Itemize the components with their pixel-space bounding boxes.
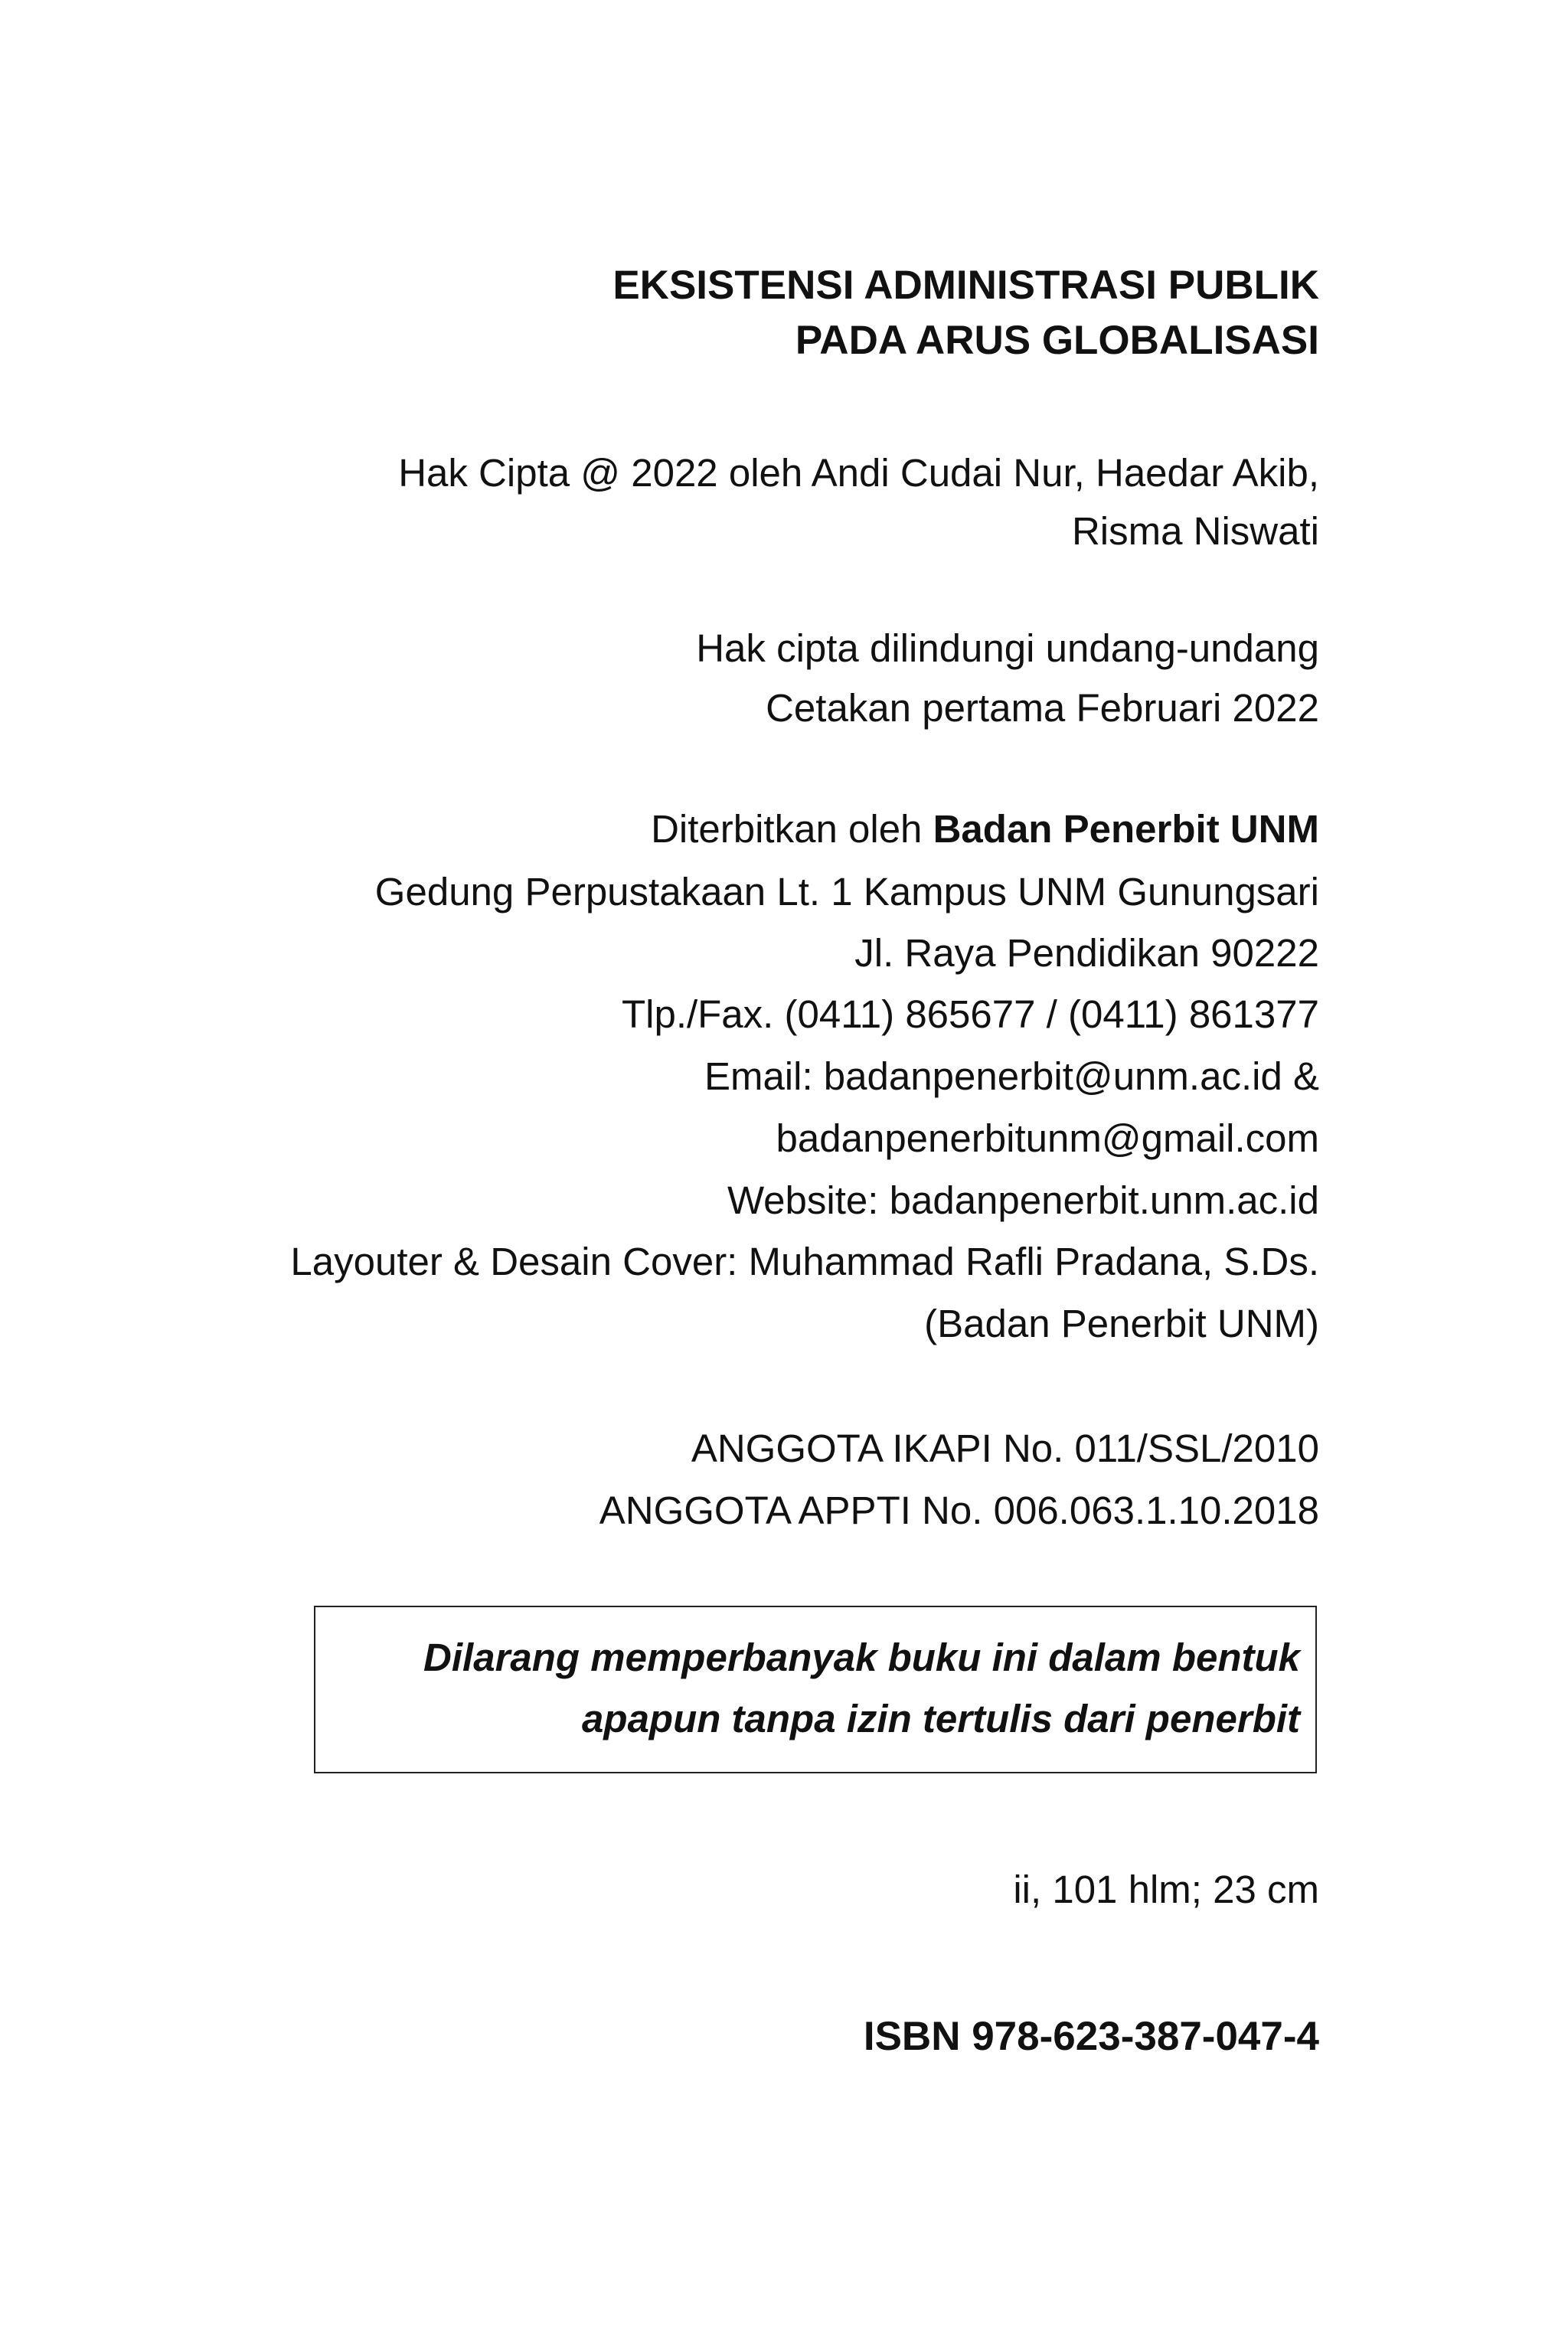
publisher-address-2: Jl. Raya Pendidikan 90222 (854, 931, 1319, 975)
rights-protected: Hak cipta dilindungi undang-undang (696, 626, 1319, 670)
edition-info: Cetakan pertama Februari 2022 (766, 686, 1319, 730)
book-title-line-2: PADA ARUS GLOBALISASI (795, 318, 1319, 363)
publisher-name: Badan Penerbit UNM (933, 807, 1319, 851)
copyright-line-2: Risma Niswati (1071, 509, 1319, 553)
notice-line-1: Dilarang memperbanyak buku ini dalam bentuk (423, 1636, 1300, 1679)
publisher-prefix: Diterbitkan oleh (651, 807, 933, 851)
layout-credit-1: Layouter & Desain Cover: Muhammad Rafli Pradana, S.Ds. (290, 1240, 1319, 1283)
publisher-phone: Tlp./Fax. (0411) 865677 / (0411) 861377 (621, 992, 1319, 1036)
publisher-address-1: Gedung Perpustakaan Lt. 1 Kampus UNM Gunungsari (374, 870, 1319, 913)
publisher-website: Website: badanpenerbit.unm.ac.id (727, 1178, 1319, 1222)
ikapi-membership: ANGGOTA IKAPI No. 011/SSL/2010 (691, 1427, 1319, 1470)
copyright-line-1: Hak Cipta @ 2022 oleh Andi Cudai Nur, Haedar Akib, (398, 451, 1319, 495)
layout-credit-2: (Badan Penerbit UNM) (924, 1302, 1319, 1345)
publisher-email-2: badanpenerbitunm@gmail.com (776, 1116, 1319, 1160)
book-title-line-1: EKSISTENSI ADMINISTRASI PUBLIK (612, 263, 1319, 308)
isbn: ISBN 978-623-387-047-4 (863, 2014, 1319, 2059)
notice-line-2: apapun tanpa izin tertulis dari penerbit (582, 1697, 1300, 1740)
publisher-email-1: Email: badanpenerbit@unm.ac.id & (704, 1054, 1319, 1098)
physical-description: ii, 101 hlm; 23 cm (1013, 1868, 1319, 1911)
appti-membership: ANGGOTA APPTI No. 006.063.1.10.2018 (599, 1489, 1319, 1532)
publisher-line (651, 802, 1319, 856)
